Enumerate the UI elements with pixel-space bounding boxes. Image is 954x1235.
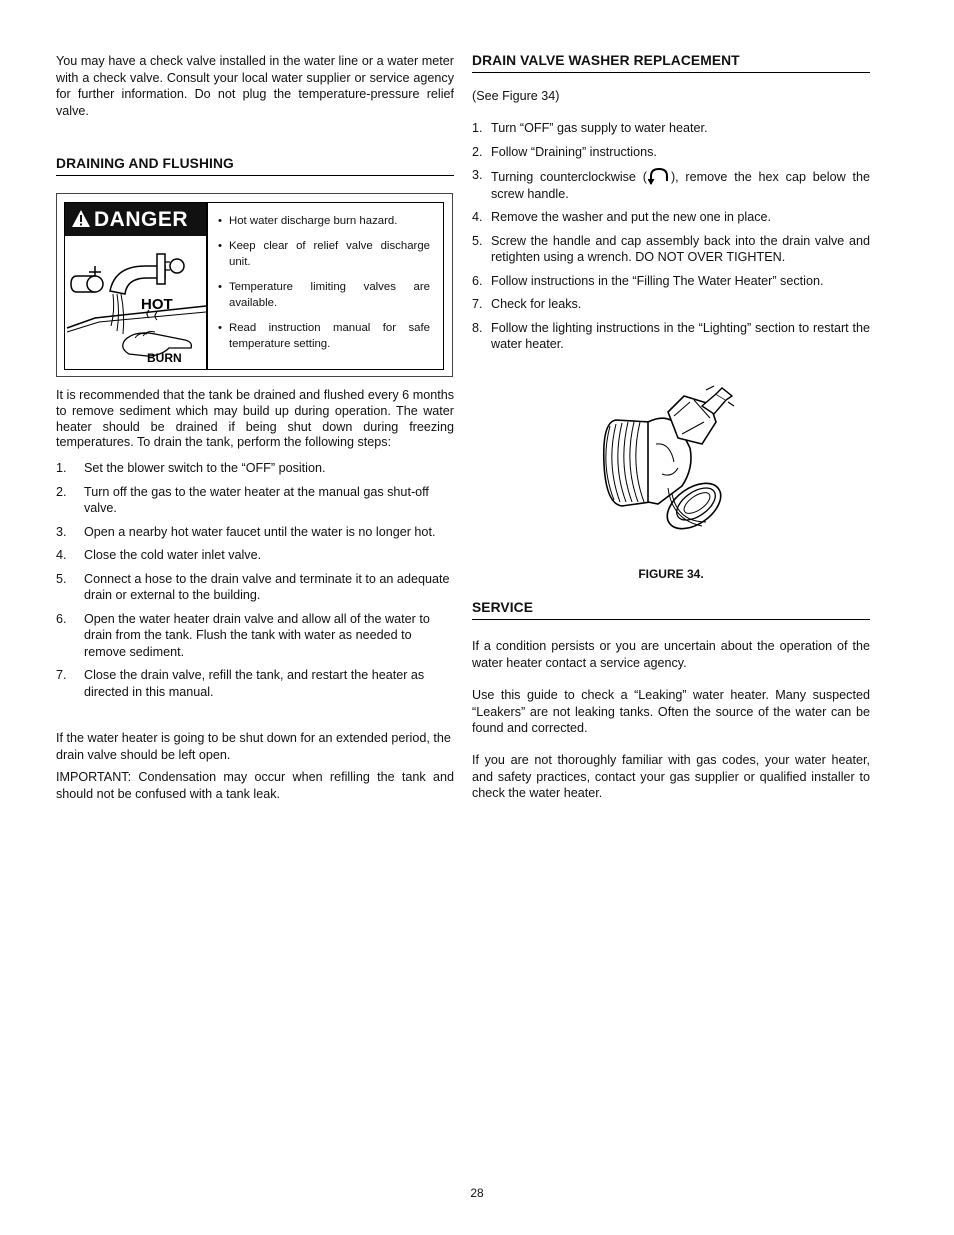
list-item: 2. Follow “Draining” instructions. bbox=[472, 144, 657, 159]
intro-paragraph: You may have a check valve installed in the water line or a water meter with a check valve. Consult your local water supplier or service agency for further information. Do not plug the temperature-pressure relief valve. bbox=[56, 54, 454, 118]
draining-intro-paragraph: It is recommended that the tank be drained and flushed every 6 months to remove sediment which may build up during operation. The water heater should be drained if being shut down during freezing temperatures. To drain the tank, perform the following steps: bbox=[56, 388, 454, 450]
danger-item: • Keep clear of relief valve discharge unit. bbox=[218, 240, 430, 268]
see-figure-reference: (See Figure 34) bbox=[472, 89, 560, 103]
list-item: 3. Turning counterclockwise ( ), remove the hex cap below the screw handle. bbox=[472, 168, 870, 201]
draining-steps-list bbox=[56, 460, 454, 707]
service-paragraph-2: Use this guide to check a “Leaking” water heater. Many suspected “Leakers” are not leaking tanks. Often the source of the water can be found and corrected. bbox=[472, 688, 870, 735]
washer-replacement-heading: DRAIN VALVE WASHER REPLACEMENT bbox=[472, 53, 870, 73]
list-item: 4. Close the cold water inlet valve. bbox=[56, 548, 262, 562]
draining-heading: DRAINING AND FLUSHING bbox=[56, 156, 454, 176]
danger-title: DANGER bbox=[94, 208, 189, 231]
list-item: 3. Open a nearby hot water faucet until the water is no longer hot. bbox=[56, 524, 436, 539]
list-item: 2. Turn off the gas to the water heater at the manual gas shut-off valve. bbox=[56, 484, 429, 515]
important-note: IMPORTANT: Condensation may occur when refilling the tank and should not be confused with a tank leak. bbox=[56, 770, 454, 801]
drain-valve-illustration bbox=[598, 382, 744, 532]
burn-label: BURN bbox=[147, 351, 182, 365]
service-heading: SERVICE bbox=[472, 600, 870, 620]
danger-warning-list bbox=[218, 213, 430, 361]
warning-triangle-icon bbox=[71, 209, 91, 228]
list-item: 4. Remove the washer and put the new one in place. bbox=[472, 210, 772, 224]
list-item: 1. Turn “OFF” gas supply to water heater. bbox=[472, 121, 708, 135]
list-item: 6. Open the water heater drain valve and allow all of the water to drain from the tank. Flush the tank with water as needed to remove sediment. bbox=[56, 611, 430, 659]
danger-item: • Read instruction manual for safe temperature setting. bbox=[218, 322, 430, 350]
danger-header bbox=[65, 203, 206, 236]
list-item: 7. Check for leaks. bbox=[472, 297, 582, 311]
figure-caption: FIGURE 34. bbox=[638, 567, 704, 581]
counterclockwise-arrow-icon bbox=[648, 167, 670, 185]
washer-steps-list bbox=[472, 120, 870, 360]
hot-water-burn-illustration bbox=[65, 236, 206, 368]
danger-box bbox=[56, 193, 453, 377]
list-item: 8. Follow the lighting instructions in the “Lighting” section to restart the water heater. bbox=[472, 320, 870, 351]
danger-item: • Temperature limiting valves are available. bbox=[218, 281, 430, 309]
list-item: 5. Connect a hose to the drain valve and terminate it to an adequate drain or external to the building. bbox=[56, 571, 450, 602]
service-paragraph-1: If a condition persists or you are uncertain about the operation of the water heater contact a service agency. bbox=[472, 639, 870, 670]
list-item: 6. Follow instructions in the “Filling The Water Heater” section. bbox=[472, 273, 824, 288]
list-item: 1. Set the blower switch to the “OFF” position. bbox=[56, 461, 326, 475]
shutdown-note: If the water heater is going to be shut down for an extended period, the drain valve should be left open. bbox=[56, 731, 451, 762]
page-number: 28 bbox=[470, 1186, 484, 1200]
service-paragraph-3: If you are not thoroughly familiar with gas codes, your water heater, and safety practices, contact your gas supplier or qualified installer to check the water heater. bbox=[472, 753, 870, 800]
danger-divider bbox=[206, 203, 208, 369]
hot-label: HOT bbox=[141, 296, 173, 313]
list-item: 7. Close the drain valve, refill the tank, and restart the heater as directed in this manual. bbox=[56, 668, 425, 699]
list-item: 5. Screw the handle and cap assembly back into the drain valve and retighten using a wrench. DO NOT OVER TIGHTEN. bbox=[472, 233, 870, 264]
danger-item: • Hot water discharge burn hazard. bbox=[218, 215, 398, 227]
